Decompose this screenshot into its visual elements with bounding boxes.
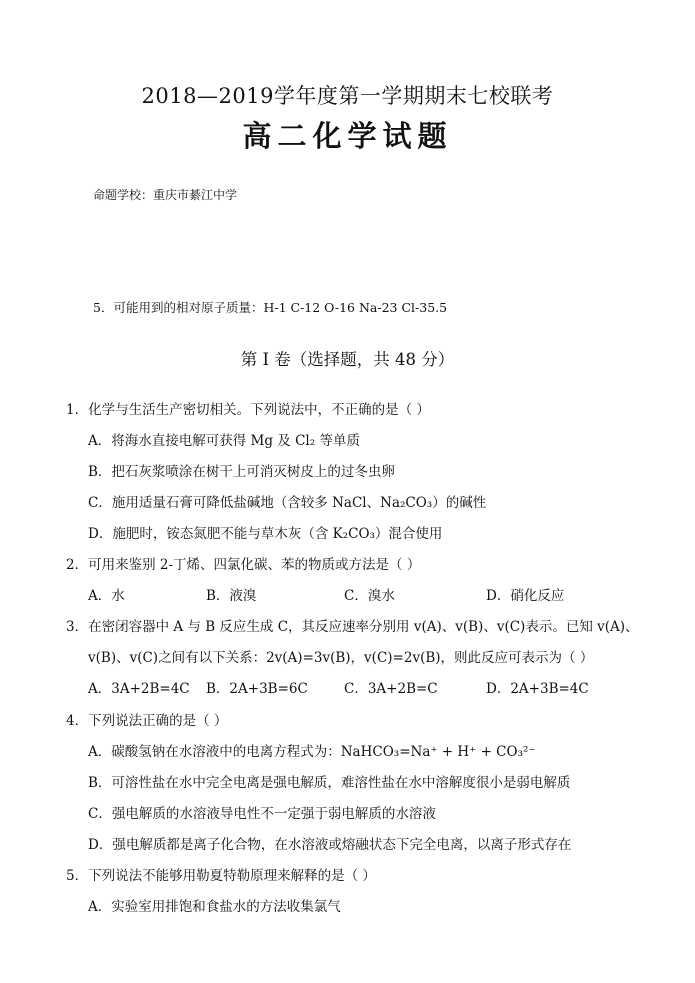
question-4-stem: 4．下列说法正确的是（ ） xyxy=(66,713,228,729)
question-3-stem: 3．在密闭容器中 A 与 B 反应生成 C，其反应速率分别用 v(A)、v(B)、v(C)表示。已知 v(A)、 xyxy=(66,619,639,635)
question-1-option-d: D．施肥时，铵态氮肥不能与草木灰（含 K₂CO₃）混合使用 xyxy=(88,526,443,542)
exam-subject-title: 高二化学试题 xyxy=(242,119,453,153)
question-3-option-d: D．2A+3B=4C xyxy=(486,681,589,697)
question-1-stem: 1．化学与生活生产密切相关。下列说法中，不正确的是（ ） xyxy=(66,402,430,418)
question-1-option-b: B．把石灰浆喷涂在树干上可消灭树皮上的过冬虫卵 xyxy=(88,464,395,480)
question-2-option-a: A．水 xyxy=(88,588,125,604)
question-4-option-a: A．碳酸氢钠在水溶液中的电离方程式为：NaHCO₃=Na⁺ + H⁺ + CO₃²⁻ xyxy=(88,744,536,760)
relative-atomic-masses: 5．可能用到的相对原子质量：H-1 C-12 O-16 Na-23 Cl-35.5 xyxy=(93,300,448,315)
question-5-stem: 5．下列说法不能够用勒夏特勒原理来解释的是（ ） xyxy=(66,868,376,884)
question-3-option-c: C．3A+2B=C xyxy=(344,681,438,697)
question-4-option-c: C．强电解质的水溶液导电性不一定强于弱电解质的水溶液 xyxy=(88,806,436,822)
question-4-option-d: D．强电解质都是离子化合物，在水溶液或熔融状态下完全电离，以离子形式存在 xyxy=(88,837,572,853)
question-2-stem: 2．可用来鉴别 2-丁烯、四氯化碳、苯的物质或方法是（ ） xyxy=(66,557,421,573)
question-1-option-c: C．施用适量石膏可降低盐碱地（含较多 NaCl、Na₂CO₃）的碱性 xyxy=(88,495,487,511)
question-1-option-a: A．将海水直接电解可获得 Mg 及 Cl₂ 等单质 xyxy=(88,433,360,449)
section-heading: 第 I 卷（选择题，共 48 分） xyxy=(240,350,455,369)
question-2-option-d: D．硝化反应 xyxy=(486,588,565,604)
question-5-option-a: A．实验室用排饱和食盐水的方法收集氯气 xyxy=(88,899,341,915)
question-2-option-c: C．溴水 xyxy=(344,588,395,604)
question-2-option-b: B．液溴 xyxy=(206,588,257,604)
question-4-option-b: B．可溶性盐在水中完全电离是强电解质，难溶性盐在水中溶解度很小是弱电解质 xyxy=(88,775,571,791)
question-3-stem-continued: v(B)、v(C)之间有以下关系：2v(A)=3v(B)，v(C)=2v(B)，则此反应可表示为（ ） xyxy=(88,650,594,666)
question-3-option-b: B．2A+3B=6C xyxy=(206,681,308,697)
exam-title: 2018—2019学年度第一学期期末七校联考 xyxy=(141,84,554,108)
question-3-option-a: A．3A+2B=4C xyxy=(88,681,190,697)
setter-school: 命题学校：重庆市綦江中学 xyxy=(93,188,238,202)
